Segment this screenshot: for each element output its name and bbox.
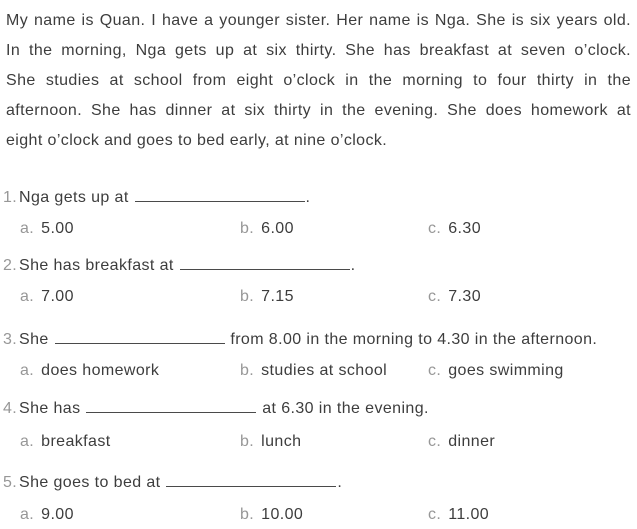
options-row-4 bbox=[0, 431, 637, 453]
option-letter: c. bbox=[428, 362, 442, 379]
question-number: 5. bbox=[3, 474, 18, 491]
option-letter: b. bbox=[240, 433, 255, 450]
passage-line: eight o’clock and goes to bed early, at nine o’clock. bbox=[6, 132, 388, 149]
question-text-pre: She bbox=[19, 331, 54, 348]
option-1a bbox=[20, 218, 74, 240]
option-label: 10.00 bbox=[261, 506, 304, 523]
passage-line: She studies at school from eight o’clock in the morning to four thirty in the bbox=[6, 72, 631, 89]
option-1c bbox=[428, 218, 481, 240]
passage-line: In the morning, Nga gets up at six thirty. She has breakfast at seven o’clock. bbox=[6, 42, 631, 59]
options-row-5 bbox=[0, 504, 637, 526]
option-2b bbox=[240, 286, 294, 308]
option-label: breakfast bbox=[41, 433, 111, 450]
options-row-3 bbox=[0, 360, 637, 382]
option-label: 5.00 bbox=[41, 220, 74, 237]
option-letter: a. bbox=[20, 433, 35, 450]
question-3 bbox=[3, 329, 635, 351]
question-text-post: . bbox=[305, 189, 311, 206]
blank-line bbox=[55, 330, 225, 344]
option-5a bbox=[20, 504, 74, 526]
option-5c bbox=[428, 504, 489, 526]
option-label: studies at school bbox=[261, 362, 388, 379]
option-label: 7.30 bbox=[448, 288, 481, 305]
option-letter: c. bbox=[428, 288, 442, 305]
question-number: 1. bbox=[3, 189, 18, 206]
option-letter: b. bbox=[240, 288, 255, 305]
question-4 bbox=[3, 398, 635, 420]
option-3a bbox=[20, 360, 159, 382]
question-text-post: at 6.30 in the evening. bbox=[257, 400, 429, 417]
option-5b bbox=[240, 504, 303, 526]
question-text-post: . bbox=[350, 257, 356, 274]
option-label: dinner bbox=[448, 433, 496, 450]
option-3c bbox=[428, 360, 564, 382]
blank-line bbox=[86, 399, 256, 413]
option-label: 7.15 bbox=[261, 288, 294, 305]
question-text-pre: She has breakfast at bbox=[19, 257, 179, 274]
option-label: lunch bbox=[261, 433, 302, 450]
question-text-pre: Nga gets up at bbox=[19, 189, 134, 206]
option-1b bbox=[240, 218, 294, 240]
option-label: 11.00 bbox=[448, 506, 490, 523]
blank-line bbox=[180, 256, 350, 270]
reading-passage bbox=[6, 6, 631, 156]
question-text-pre: She has bbox=[19, 400, 86, 417]
option-3b bbox=[240, 360, 387, 382]
option-label: 9.00 bbox=[41, 506, 74, 523]
option-letter: a. bbox=[20, 506, 35, 523]
question-number: 4. bbox=[3, 400, 18, 417]
option-2c bbox=[428, 286, 481, 308]
option-letter: c. bbox=[428, 506, 442, 523]
option-4a bbox=[20, 431, 111, 453]
blank-line bbox=[135, 188, 305, 202]
option-label: does homework bbox=[41, 362, 160, 379]
question-number: 3. bbox=[3, 331, 18, 348]
question-number: 2. bbox=[3, 257, 18, 274]
option-label: goes swimming bbox=[448, 362, 564, 379]
option-letter: c. bbox=[428, 433, 442, 450]
option-letter: b. bbox=[240, 362, 255, 379]
question-text-post: from 8.00 in the morning to 4.30 in the afternoon. bbox=[225, 331, 598, 348]
question-text-pre: She goes to bed at bbox=[19, 474, 166, 491]
question-1 bbox=[3, 187, 635, 209]
option-letter: b. bbox=[240, 506, 255, 523]
option-2a bbox=[20, 286, 74, 308]
option-label: 6.00 bbox=[261, 220, 294, 237]
option-letter: c. bbox=[428, 220, 442, 237]
option-letter: b. bbox=[240, 220, 255, 237]
passage-line: afternoon. She has dinner at six thirty in the evening. She does homework at bbox=[6, 102, 631, 119]
options-row-2 bbox=[0, 286, 637, 308]
option-label: 6.30 bbox=[448, 220, 481, 237]
option-4b bbox=[240, 431, 301, 453]
blank-line bbox=[166, 473, 336, 487]
option-4c bbox=[428, 431, 495, 453]
option-letter: a. bbox=[20, 362, 35, 379]
question-2 bbox=[3, 255, 635, 277]
option-letter: a. bbox=[20, 220, 35, 237]
option-label: 7.00 bbox=[41, 288, 74, 305]
question-text-post: . bbox=[337, 474, 343, 491]
question-5 bbox=[3, 472, 635, 494]
option-letter: a. bbox=[20, 288, 35, 305]
options-row-1 bbox=[0, 218, 637, 240]
passage-line: My name is Quan. I have a younger sister. Her name is Nga. She is six years old. bbox=[6, 12, 631, 29]
